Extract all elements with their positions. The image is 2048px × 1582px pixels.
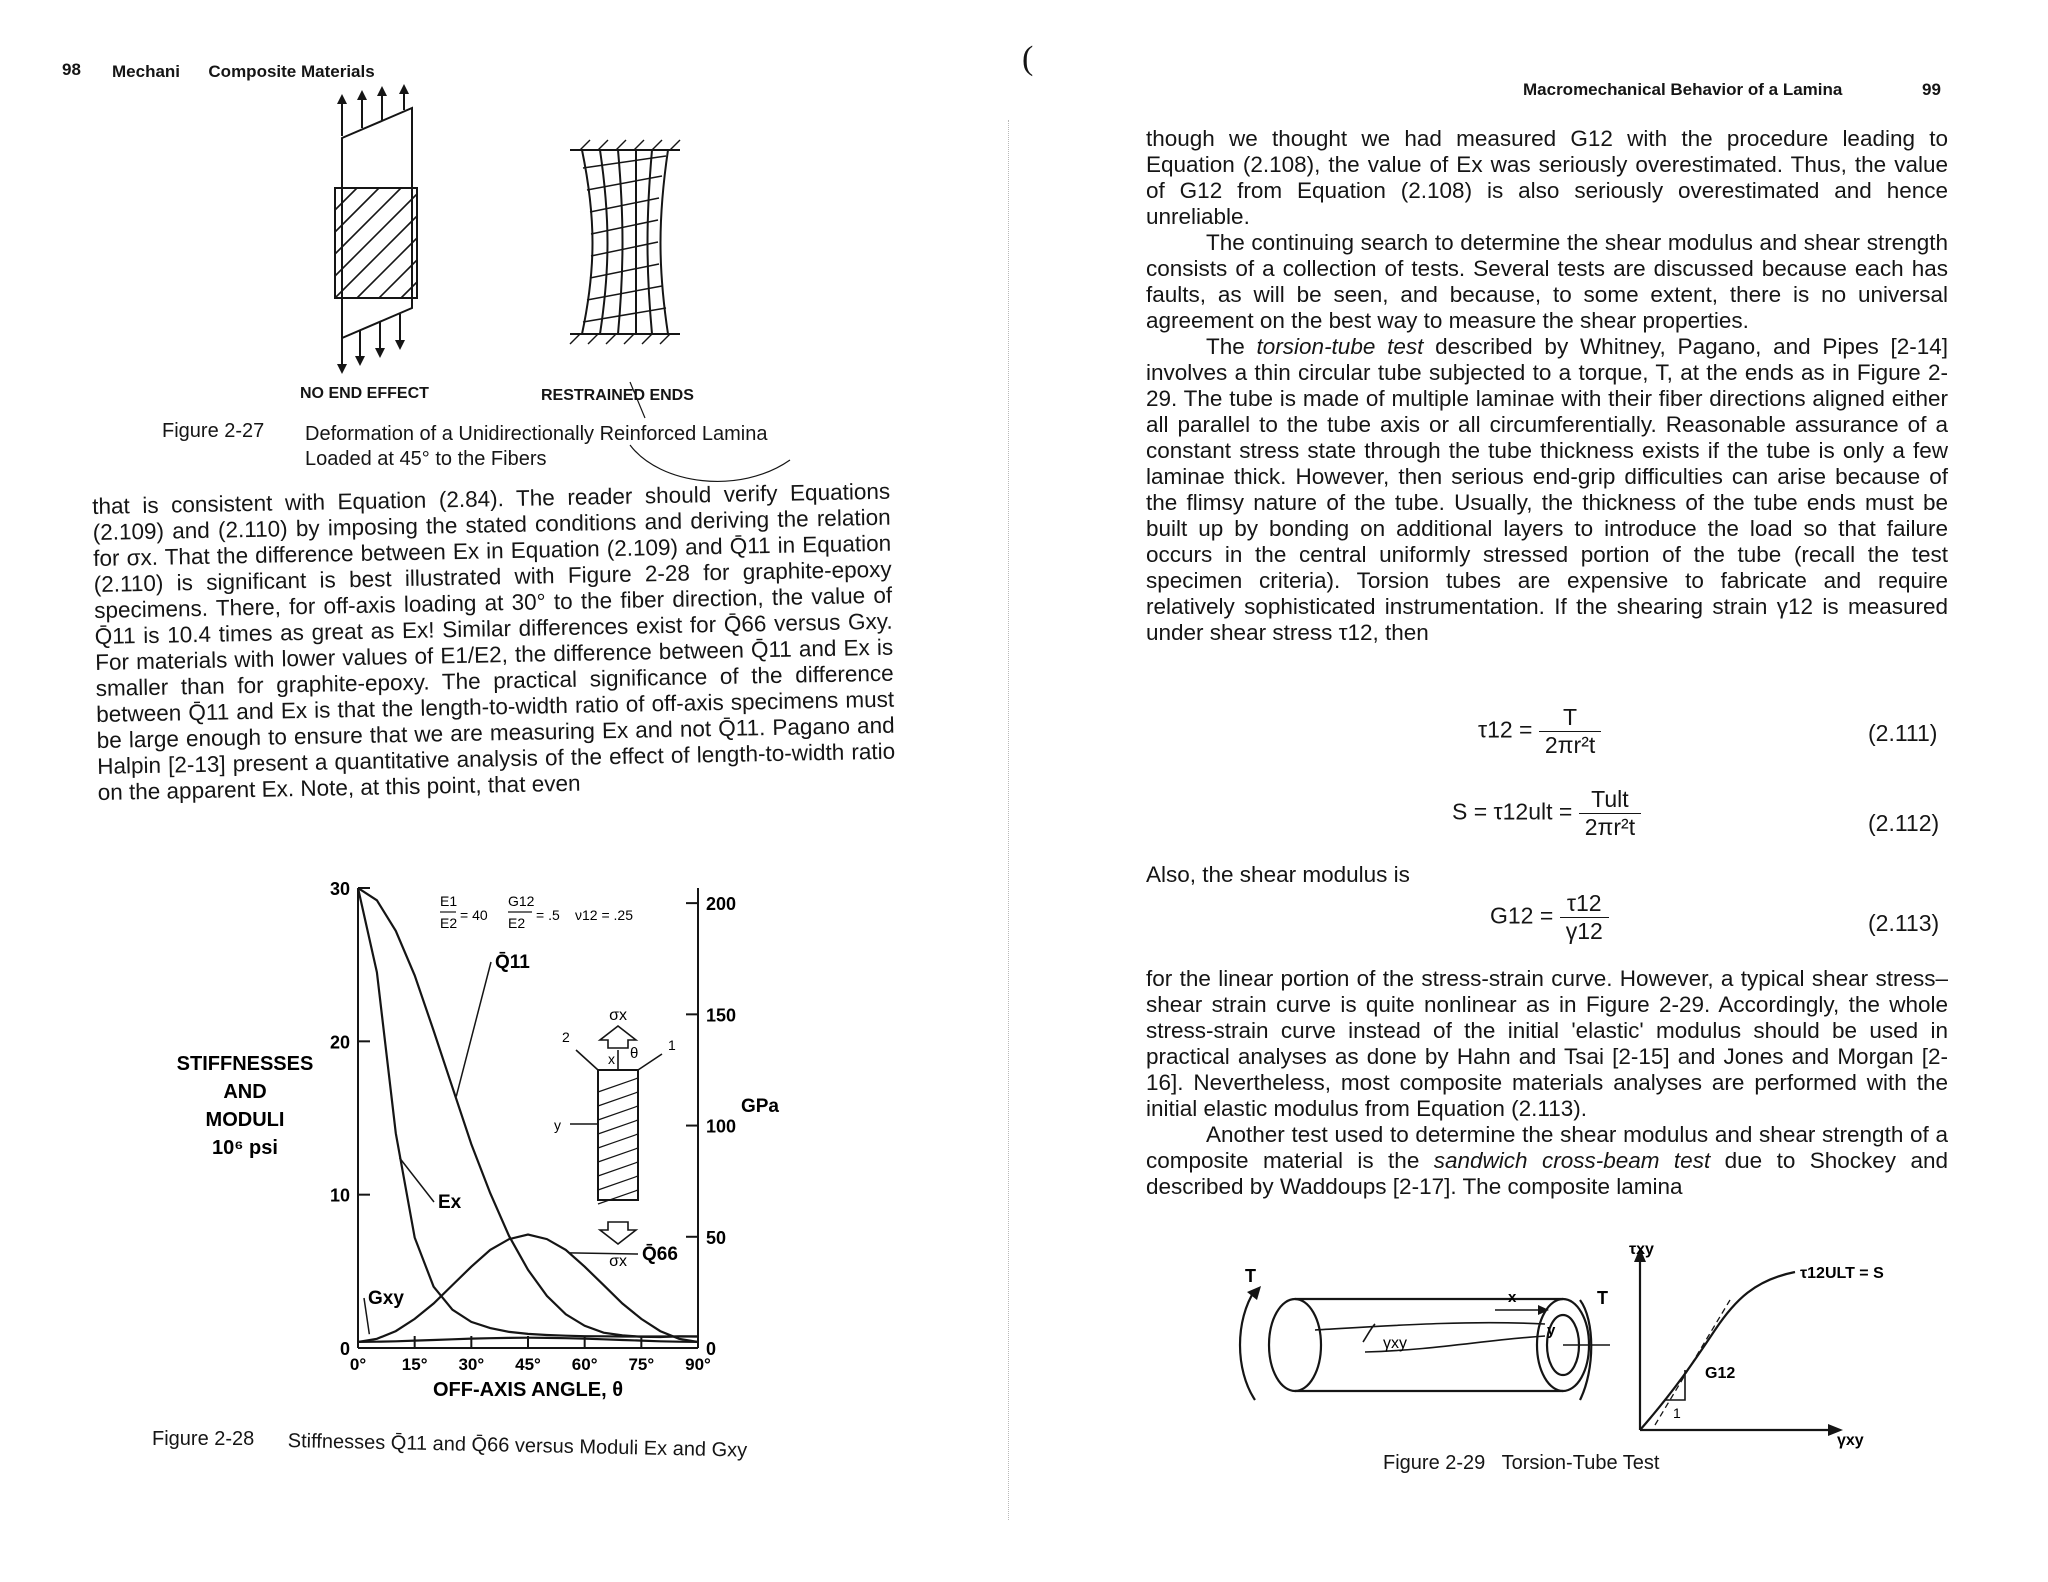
fig29-x-label: x: [1508, 1289, 1517, 1306]
chart-inset-hatch-1: [598, 1092, 638, 1106]
chart-inset-hatch-5: [598, 1148, 638, 1162]
chart-y-axis-title-line-3: 10⁶ psi: [212, 1137, 278, 1159]
chart-inset-hatch-2: [598, 1106, 638, 1120]
eq113-den: γ12: [1565, 918, 1603, 944]
equation-2-112: [1452, 786, 1641, 841]
fig27-label-restrained-ends: RESTRAINED ENDS: [541, 387, 694, 404]
fig27-caption-line2: Loaded at 45° to the Fibers: [305, 448, 547, 470]
chart-y-tick-label-1: 10: [329, 1185, 350, 1206]
chart-y2-axis-title: GPa: [740, 1096, 780, 1117]
chart-x-tick-label-2: 30°: [458, 1355, 485, 1374]
chart-x-tick-label-1: 15°: [401, 1355, 428, 1374]
chart-x-tick-label-0: 0°: [349, 1355, 367, 1374]
figure-2-27-drawing: [300, 98, 740, 378]
fig29-tau-axis-label: τxy: [1629, 1241, 1654, 1258]
chart-inset-sigma-top: σx: [609, 1007, 627, 1024]
chart-y2-tick-label-1: 50: [706, 1227, 727, 1248]
chart-inset-hatch-4: [598, 1134, 638, 1148]
fig28-caption: Stiffnesses Q̄11 and Q̄66 versus Moduli Ex and Gxy: [287, 1430, 748, 1462]
chart-inset-hatch-3: [598, 1120, 638, 1134]
chart-x-tick-label-6: 90°: [685, 1355, 711, 1374]
chart-series-label-0: Q̄11: [495, 952, 530, 973]
chart-inset-axis-2: [576, 1050, 598, 1070]
eq113-num: τ12: [1560, 890, 1609, 918]
eq111-lhs: τ12 =: [1478, 716, 1533, 743]
chart-series-leader-2: [570, 1253, 638, 1254]
eq112-lhs: S = τ12ult =: [1452, 798, 1573, 825]
gutter-bracket: (: [1022, 40, 1034, 77]
chart-param-g12e2-value: = .5: [536, 907, 560, 923]
chart-y-axis-title-line-1: AND: [223, 1081, 267, 1103]
chart-series-label-2: Q̄66: [642, 1244, 678, 1265]
chart-y2-tick-label-4: 200: [706, 894, 737, 915]
p5-emphasis: sandwich cross-beam test: [1433, 1148, 1711, 1173]
left-page-number: 98: [62, 60, 81, 79]
left-running-header: [112, 62, 375, 82]
left-header-title-b: Composite Materials: [208, 62, 375, 81]
p3-text-b: described by Whitney, Pagano, and Pipes [2-14] involves a thin circular tube subjected to a torque, T, at the ends as in Figure 2-29. The tube is made of multiple laminae with their fiber directions aligned either all parallel to the tube axis or all circumferentially. Reasonable assurance of a constant stress state through the tube thickness exists if the tube is only a few laminae thick. However, then serious end-grip difficulties can arise because of the flimsy nature of the tube. Usually, the thickness of the tube ends must be built up by bonding on additional layers to introduce the load so that failure occurs in the central uniformly stressed portion of the tube (recall the test specimen criteria). Torsion tubes are expensive to fabricate and require relatively sophisticated instrumentation. If the shearing strain γ12 is measured under shear stress τ12, then: [1146, 334, 1948, 645]
right-page-number: 99: [1922, 80, 1941, 99]
chart-inset-bottom-arrow: [600, 1222, 636, 1244]
chart-inset-hatch-8: [598, 1190, 638, 1204]
chart-inset-axis-2-label: 2: [562, 1029, 570, 1045]
fig29-y-label: y: [1547, 1322, 1556, 1339]
chart-y2-tick-label-0: 0: [706, 1339, 717, 1359]
fig29-ult-label: τ12ULT = S: [1800, 1265, 1884, 1282]
eq111-num: T: [1539, 704, 1601, 732]
chart-inset-hatch-6: [598, 1162, 638, 1176]
chart-x-axis-title: OFF-AXIS ANGLE, θ: [432, 1379, 624, 1401]
eq112-den: 2πr²t: [1584, 814, 1636, 840]
eq112-number: (2.112): [1868, 810, 1940, 836]
chart-inset-hatch-0: [598, 1078, 638, 1092]
equation-2-111: [1478, 704, 1601, 759]
chart-series-label-3: Gxy: [368, 1288, 404, 1309]
fig28-caption-number: Figure 2-28: [152, 1428, 255, 1450]
eq111-den: 2πr²t: [1544, 732, 1596, 758]
eq112-num: Tult: [1579, 786, 1641, 814]
shear-modulus-intro: Also, the shear modulus is: [1146, 862, 1410, 887]
eq111-number: (2.111): [1868, 720, 1938, 746]
fig29-torque-left: T: [1245, 1266, 1256, 1286]
fig29-gamma-label: γxy: [1383, 1335, 1407, 1352]
chart-y2-tick-label-3: 150: [706, 1005, 737, 1026]
eq113-lhs: G12 =: [1490, 902, 1554, 929]
chart-inset-theta-label: θ: [630, 1045, 639, 1062]
right-running-header: Macromechanical Behavior of a Lamina: [1523, 80, 1843, 99]
fig29-g12-label: G12: [1705, 1365, 1736, 1382]
chart-inset-sigma-bottom: σx: [609, 1253, 627, 1270]
figure-2-29-drawing: [1225, 1240, 1884, 1450]
chart-y2-tick-label-2: 100: [706, 1116, 737, 1137]
right-body-bottom: [1146, 966, 1948, 1200]
gutter-line: [1008, 120, 1010, 1520]
p3-emphasis: torsion-tube test: [1256, 334, 1424, 359]
fig27-label-no-end-effect: NO END EFFECT: [300, 385, 429, 402]
right-body-top: [1146, 126, 1948, 646]
fig27-caption-number: Figure 2-27: [162, 420, 265, 442]
left-body-paragraph: that is consistent with Equation (2.84). The reader should verify Equations (2.109) and (2.110) by imposing the stated conditions and deriving the relation for σx. That the difference between Ex in Equation (2.109) and Q̄11 in Equation (2.110) is significant is best illustrated with Figure 2-28 for graphite-epoxy specimens. There, for off-axis loading at 30° to the fiber direction, the value of Q̄11 is 10.4 times as great as Ex! Similar differences exist for Q̄66 versus Gxy. For materials with lower values of E1/E2, the difference between Q̄11 and Ex is smaller than for graphite-epoxy. The practical significance of the difference between Q̄11 and Ex is that the length-to-width ratio of off-axis specimens must be large enough to ensure that we are measuring Ex and not Q̄11. Pagano and Halpin [2-13] present a quantitative analysis of the effect of length-to-width ratio on the apparent Ex. Note, at this point, that even: [92, 478, 896, 805]
right-paragraph-2: The continuing search to determine the shear modulus and shear strength consists of a collection of tests. Several tests are discussed because each has faults, as will be seen, and because, to some extent, there is no universal agreement on the best way to measure the shear properties.: [1146, 230, 1948, 333]
chart-param-e1e2-value: = 40: [460, 907, 488, 923]
right-paragraph-5: [1146, 1122, 1948, 1200]
chart-param-e2-den: E2: [440, 915, 458, 931]
chart-param-g12-num: G12: [508, 893, 535, 909]
fig29-slope-one: 1: [1673, 1405, 1681, 1421]
p5-text-b: due to Shockey and described by Waddoups [2-17]. The composite lamina: [1146, 1148, 1949, 1199]
chart-inset-y-label: y: [554, 1117, 561, 1133]
chart-y-tick-label-0: 0: [339, 1339, 350, 1359]
chart-x-tick-label-4: 60°: [571, 1355, 598, 1374]
chart-param-e1-num: E1: [440, 893, 458, 909]
figure-2-28-chart: [150, 870, 780, 1410]
p5-text-a: Another test used to determine the shear modulus and shear strength of a composite material is the: [1146, 1122, 1948, 1173]
left-header-title-a: Mechani: [112, 62, 181, 81]
chart-param-g12-den: E2: [508, 915, 526, 931]
right-paragraph-3: [1146, 334, 1948, 646]
chart-x-tick-label-3: 45°: [515, 1355, 541, 1374]
fig29-gamma-axis-label: γxy: [1837, 1432, 1864, 1449]
chart-param-nu12: ν12 = .25: [575, 907, 633, 923]
chart-x-tick-label-5: 75°: [628, 1355, 655, 1374]
chart-y-tick-label-3: 30: [329, 879, 350, 899]
equation-2-113: [1490, 890, 1609, 945]
right-paragraph-4: for the linear portion of the stress-strain curve. However, a typical shear stress–shear strain curve is quite nonlinear as in Figure 2-29. Accordingly, the whole stress-strain curve instead of the initial 'elastic' modulus should be used in practical analyses as done by Hahn and Tsai [2-15] and Jones and Morgan [2-16]. Nevertheless, most composite materials analyses are performed with the initial elastic modulus from Equation (2.113).: [1146, 966, 1948, 1121]
chart-y-axis-title-line-0: STIFFNESSES: [176, 1053, 314, 1075]
chart-inset-axis-1-label: 1: [668, 1037, 676, 1053]
fig27-caption-line1: Deformation of a Unidirectionally Reinforced Lamina: [305, 423, 768, 445]
chart-y-axis-title-line-2: MODULI: [205, 1109, 285, 1131]
chart-inset-hatch-7: [598, 1176, 638, 1190]
chart-series-leader-0: [456, 962, 491, 1097]
eq113-number: (2.113): [1868, 910, 1940, 936]
chart-series-label-1: Ex: [438, 1192, 462, 1213]
fig29-torque-right: T: [1597, 1288, 1608, 1308]
chart-inset-x-label: x: [608, 1051, 615, 1067]
right-paragraph-1: though we thought we had measured G12 with the procedure leading to Equation (2.108), the value of Ex was seriously overestimated. Thus, the value of G12 from Equation (2.108) is also seriously overestimated and hence unreliable.: [1146, 126, 1948, 229]
p3-text-a: The: [1206, 334, 1257, 359]
chart-y-tick-label-2: 20: [329, 1032, 350, 1053]
chart-inset-axis-1: [638, 1054, 662, 1070]
fig29-caption: Figure 2-29 Torsion-Tube Test: [1383, 1452, 1660, 1474]
